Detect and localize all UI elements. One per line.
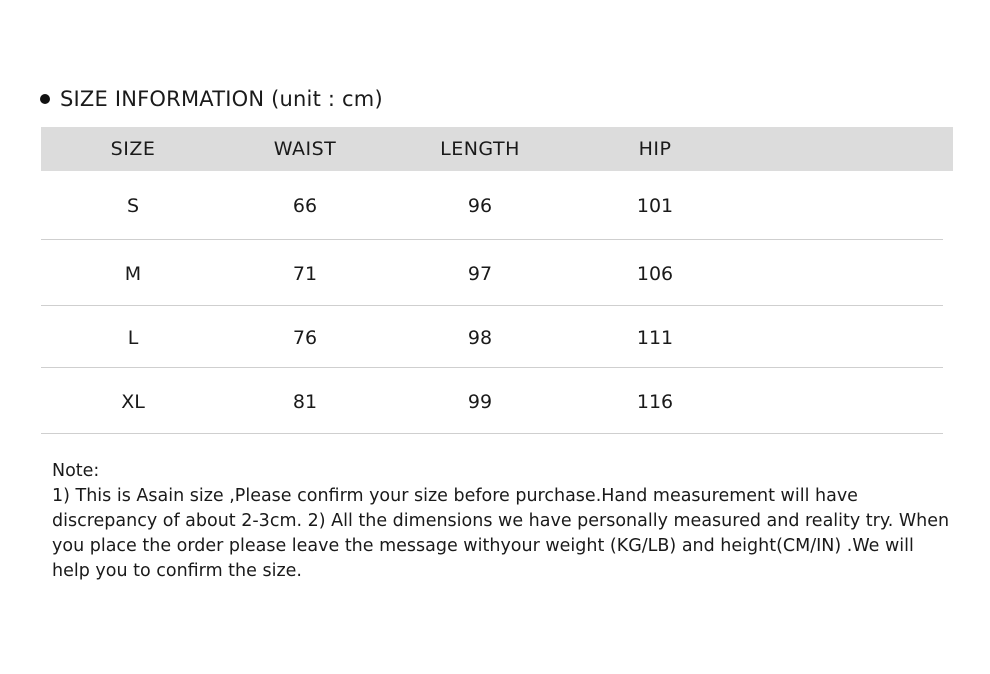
section-title bbox=[40, 84, 383, 114]
hip-cell: 106 bbox=[636, 262, 674, 285]
waist-cell: 66 bbox=[292, 195, 318, 217]
size-cell: XL bbox=[121, 390, 145, 413]
length-cell: 99 bbox=[467, 390, 493, 413]
size-cell: M bbox=[124, 262, 142, 285]
waist-cell: 71 bbox=[292, 262, 318, 285]
column-header-hip: HIP bbox=[638, 138, 672, 160]
column-header-length: LENGTH bbox=[440, 138, 520, 160]
length-cell: 97 bbox=[467, 262, 493, 285]
table-header bbox=[41, 127, 953, 171]
column-header-size: SIZE bbox=[110, 138, 156, 160]
section-title-text: SIZE INFORMATION (unit : cm) bbox=[60, 87, 383, 111]
size-note bbox=[52, 459, 952, 584]
hip-cell: 111 bbox=[636, 326, 674, 349]
note-heading: Note: bbox=[52, 461, 100, 481]
hip-cell: 116 bbox=[636, 390, 674, 413]
waist-cell: 81 bbox=[292, 390, 318, 413]
table-row bbox=[41, 368, 943, 434]
length-cell: 98 bbox=[467, 326, 493, 349]
size-table bbox=[41, 127, 953, 434]
table-row bbox=[41, 171, 943, 240]
length-cell: 96 bbox=[467, 195, 493, 217]
hip-cell: 101 bbox=[636, 195, 674, 217]
bullet-icon bbox=[40, 94, 50, 104]
size-cell: L bbox=[127, 326, 139, 349]
waist-cell: 76 bbox=[292, 326, 318, 349]
table-row bbox=[41, 306, 943, 368]
table-row bbox=[41, 240, 943, 306]
note-body: 1) This is Asain size ,Please confirm your size before purchase.Hand measurement will have discrepancy of about 2-3cm. 2) All the dimensions we have personally measured and reality try. When you place the order please leave the message withyour weight (KG/LB) and height(CM/IN) .We will help you to confirm the size. bbox=[52, 486, 950, 581]
column-header-waist: WAIST bbox=[273, 138, 337, 160]
size-cell: S bbox=[126, 195, 140, 217]
